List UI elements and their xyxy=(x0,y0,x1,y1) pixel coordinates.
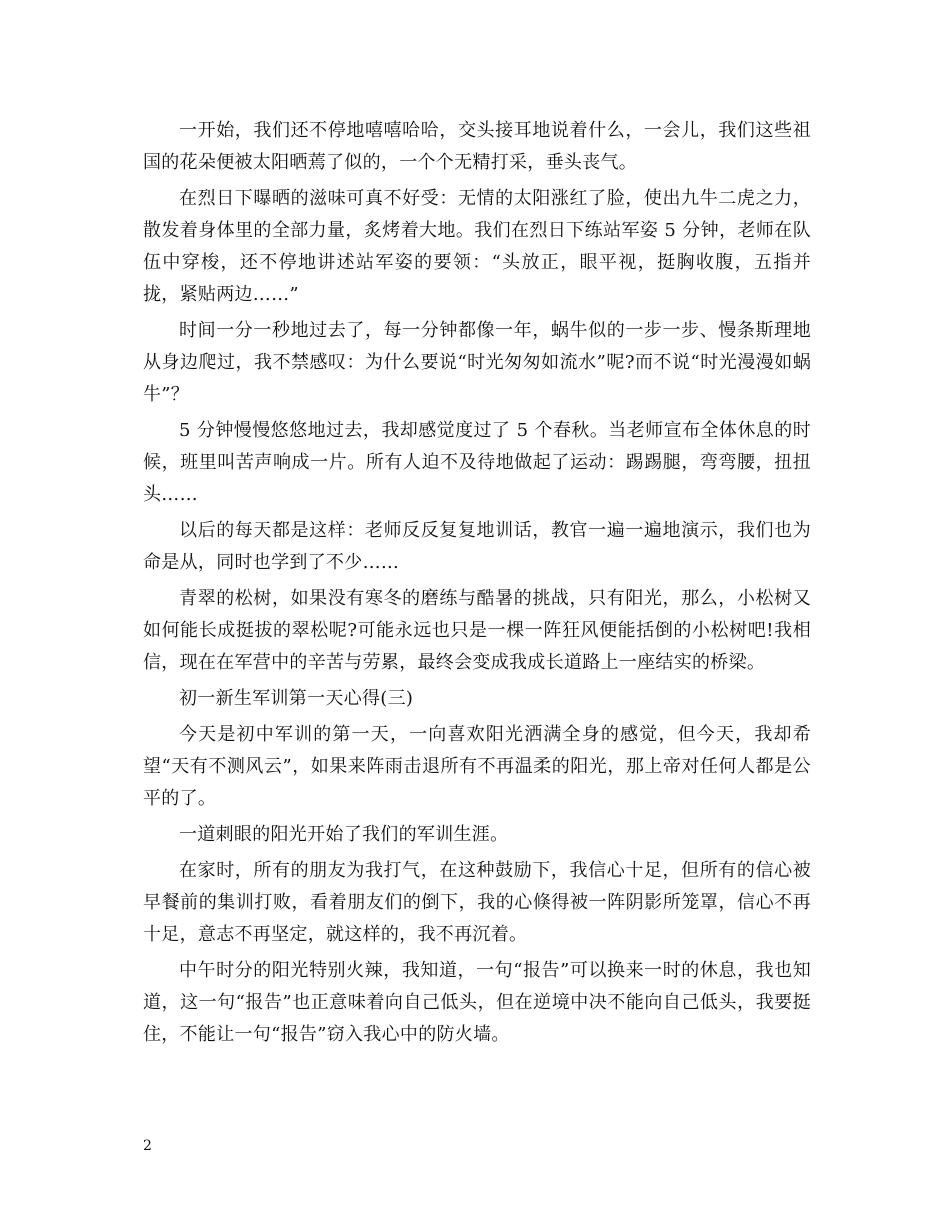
paragraph-8: 一道刺眼的阳光开始了我们的军训生涯。 xyxy=(179,824,509,845)
paragraph-3: 时间一分一秒地过去了，每一分钟都像一年，蜗牛似的一步一步、慢条斯理地从身边爬过，我不禁感叹：为什么要说“时光匆匆如流水”呢?而不说“时光漫漫如蜗牛”？ xyxy=(143,320,811,405)
section-heading: 初一新生军训第一天心得(三) xyxy=(179,688,414,709)
paragraph-2: 在烈日下曝晒的滋味可真不好受：无情的太阳涨红了脸，使出九牛二虎之力，散发着身体里的全部力量，炙烤着大地。我们在烈日下练站军姿 5 分钟，老师在队伍中穿梭，还不停地讲述站军姿的要领：“头放正，眼平视，挺胸收腹，五指并拢，紧贴两边……” xyxy=(143,188,811,305)
paragraph-7: 今天是初中军训的第一天，一向喜欢阳光洒满全身的感觉，但今天，我却希望“天有不测风云”，如果来阵雨击退所有不再温柔的阳光，那上帝对任何人都是公平的了。 xyxy=(143,724,811,809)
paragraph-4: 5 分钟慢慢悠悠地过去，我却感觉度过了 5 个春秋。当老师宣布全体休息的时候，班里叫苦声响成一片。所有人迫不及待地做起了运动：踢踢腿，弯弯腰，扭扭头…… xyxy=(143,420,811,505)
page-number: 2 xyxy=(143,1138,152,1154)
document-body xyxy=(143,115,811,1055)
paragraph-1: 一开始，我们还不停地嘻嘻哈哈，交头接耳地说着什么，一会儿，我们这些祖国的花朵便被太阳晒蔫了似的，一个个无精打采，垂头丧气。 xyxy=(143,120,811,173)
paragraph-10: 中午时分的阳光特别火辣，我知道，一句“报告”可以换来一时的休息，我也知道，这一句“报告”也正意味着向自己低头，但在逆境中决不能向自己低头，我要挺住，不能让一句“报告”窃入我心中的防火墙。 xyxy=(143,960,811,1045)
paragraph-6: 青翠的松树，如果没有寒冬的磨练与酷暑的挑战，只有阳光，那么，小松树又如何能长成挺拔的翠松呢?可能永远也只是一棵一阵狂风便能括倒的小松树吧!我相信，现在在军营中的辛苦与劳累，最终会变成我成长道路上一座结实的桥梁。 xyxy=(143,588,811,673)
paragraph-5: 以后的每天都是这样：老师反反复复地训话，教官一遍一遍地演示，我们也为命是从，同时也学到了不少…… xyxy=(143,520,811,573)
paragraph-9: 在家时，所有的朋友为我打气，在这种鼓励下，我信心十足，但所有的信心被早餐前的集训打败，看着朋友们的倒下，我的心倏得被一阵阴影所笼罩，信心不再十足，意志不再坚定，就这样的，我不再沉着。 xyxy=(143,860,811,945)
